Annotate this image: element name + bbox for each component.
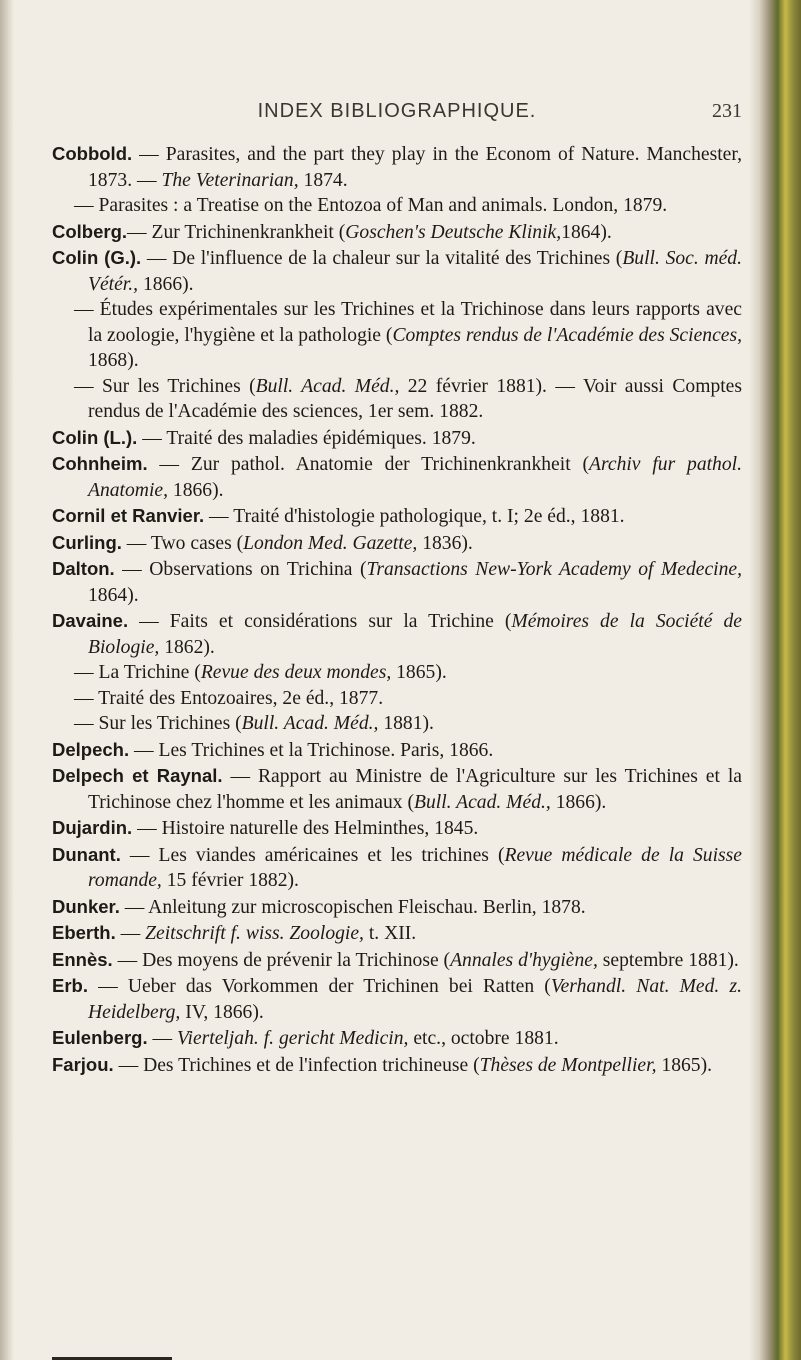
entry-text: — Parasites : a Treatise on the Entozoa of Man and animals. London, 1879. [74, 195, 668, 216]
bibliography-entry [52, 141, 742, 193]
bibliography-entry [52, 973, 742, 1025]
bibliography-entry [52, 530, 742, 557]
bibliography-entry [52, 374, 742, 425]
entry-author: Cohnheim. [52, 453, 148, 474]
page-right-edge-binding [749, 0, 801, 1360]
entry-text-end: 1862). [159, 636, 215, 658]
entry-source-title: Transactions New-York Academy of Medecine, [366, 559, 742, 580]
entry-author: Erb. [52, 975, 88, 996]
bibliography-entry [52, 245, 742, 297]
entry-text-end: IV, 1866). [180, 1001, 264, 1023]
entry-author: Dunant. [52, 843, 121, 865]
bibliography-entry [52, 297, 742, 374]
entry-text-end: t. XII. [363, 923, 417, 944]
entry-text-end: 15 février 1882). [161, 870, 299, 891]
entry-author: Colin (G.). [52, 247, 142, 268]
entry-text-end: 1866). [168, 479, 224, 501]
entry-text-end: 1874. [298, 169, 348, 191]
entry-source-title: Bull. Soc. méd. Vétér., [88, 248, 743, 295]
entry-text: — Ueber das Vorkommen der Trichinen bei Ratten ( [87, 976, 551, 997]
entry-author: Eulenberg. [52, 1027, 148, 1048]
entry-source-title: Revue médicale de la Suisse romande, [88, 844, 742, 891]
entry-text-end: 1836). [417, 532, 473, 554]
entry-text-end: 1866). [550, 791, 607, 813]
bibliography-entry [52, 1052, 742, 1079]
entry-source-title: Zeitschrift f. wiss. Zoologie, [145, 923, 364, 944]
entry-text-end: 1864). [561, 221, 612, 243]
entry-text: — Sur les Trichines ( [74, 713, 242, 734]
entry-text: — Zur pathol. Anatomie der Trichinenkrankheit ( [147, 454, 589, 475]
entry-text: — Faits et considérations sur la Trichine ( [128, 611, 512, 632]
entry-text: — [115, 923, 146, 944]
bibliography-entry [52, 947, 742, 974]
entry-text: — Histoire naturelle des Helminthes, 1845. [132, 818, 479, 839]
bibliography-entry [52, 503, 742, 530]
bibliography-entries [52, 141, 742, 1078]
entry-source-title: Bull. Acad. Méd., [241, 713, 379, 734]
bibliography-entry [52, 219, 742, 246]
entry-text-end: 22 février 1881). — Voir aussi Comptes rendus de l'Académie des sciences, 1er sem. 1882. [88, 375, 743, 422]
entry-text-end: 1866). [138, 273, 194, 295]
entry-text-end: septembre 1881). [597, 949, 739, 971]
entry-author: Davaine. [52, 610, 129, 631]
entry-source-title: Archiv fur pathol. Anatomie, [88, 454, 742, 501]
bibliography-entry [52, 1025, 742, 1052]
bibliography-entry [52, 193, 742, 219]
entry-source-title: Goschen's Deutsche Klinik, [345, 221, 562, 243]
entry-author: Ennès. [52, 948, 113, 970]
entry-source-title: Bull. Acad. Méd., [255, 375, 400, 397]
entry-text: — Rapport au Ministre de l'Agriculture sur les Trichines et la Trichinose chez l'homme et les animaux ( [88, 766, 742, 813]
entry-text: — Zur Trichinenkrankheit ( [127, 221, 346, 243]
entry-text-end: 1865). [391, 662, 447, 683]
entry-text: — Observations on Trichina ( [114, 559, 367, 580]
entry-author: Delpech. [52, 738, 130, 760]
entry-source-title: Bull. Acad. Méd., [414, 791, 551, 813]
entry-source-title: Vierteljah. f. gericht Medicin, [177, 1028, 409, 1049]
bibliography-entry [52, 425, 742, 452]
bibliography-entry [52, 920, 742, 947]
entry-author: Dalton. [52, 558, 115, 579]
entry-source-title: London Med. Gazette, [243, 532, 418, 554]
entry-author: Cornil et Ranvier. [52, 505, 205, 526]
entry-author: Farjou. [52, 1053, 114, 1075]
entry-text: — La Trichine ( [74, 662, 201, 683]
entry-source-title: Verhandl. Nat. Med. z. Heidelberg, [88, 976, 742, 1023]
entry-text-end: 1881). [378, 713, 434, 734]
bibliography-entry [52, 660, 742, 686]
entry-author: Colberg. [52, 220, 128, 242]
entry-text: — De l'influence de la chaleur sur la vitalité des Trichines ( [141, 248, 623, 269]
entry-source-title: Mémoires de la Société de Biologie, [88, 611, 742, 658]
entry-text-end: 1868). [88, 350, 139, 371]
entry-source-title: The Veterinarian, [161, 169, 299, 191]
entry-author: Eberth. [52, 922, 116, 943]
bibliography-entry [52, 451, 742, 503]
entry-text-end: 1864). [88, 584, 139, 606]
entry-text: — Sur les Trichines ( [74, 375, 256, 397]
entry-source-title: Thèses de Montpellier, [479, 1054, 657, 1076]
page-left-edge-shadow [0, 0, 14, 1360]
bibliography-entry [52, 894, 742, 921]
entry-author: Dujardin. [52, 817, 133, 838]
entry-text: — Les Trichines et la Trichinose. Paris, 1866. [129, 739, 494, 761]
entry-text-end: 1865). [656, 1054, 713, 1076]
entry-text: — Traité des Entozoaires, 2e éd., 1877. [74, 687, 384, 709]
page-number: 231 [712, 100, 742, 122]
entry-text: — Les viandes américaines et les trichines ( [120, 844, 505, 866]
entry-text: — Two cases ( [121, 532, 244, 554]
entry-text: — Études expérimentales sur les Trichines et la Trichinose dans leurs rapports avec la zoologie, l'hygiène et la pathologie ( [74, 299, 742, 346]
entry-source-title: Revue des deux mondes, [200, 662, 392, 683]
bibliography-entry [52, 686, 742, 712]
running-title: INDEX BIBLIOGRAPHIQUE. [257, 100, 537, 122]
entry-text: — Parasites, and the part they play in the Econom of Nature. Manchester, 1873. — [88, 144, 742, 191]
entry-author: Delpech et Raynal. [52, 765, 223, 786]
bibliography-entry [52, 737, 742, 764]
entry-text: — Anleitung zur microscopischen Fleischau. Berlin, 1878. [119, 896, 586, 918]
entry-author: Cobbold. [52, 143, 133, 164]
bibliography-entry [52, 711, 742, 737]
page-header [52, 100, 742, 130]
entry-source-title: Comptes rendus de l'Académie des Sciences, [392, 324, 742, 346]
entry-text: — Traité des maladies épidémiques. 1879. [137, 427, 476, 449]
entry-author: Curling. [52, 531, 122, 553]
entry-text-end: etc., octobre 1881. [408, 1028, 559, 1049]
bibliography-entry [52, 763, 742, 815]
bibliography-entry [52, 556, 742, 608]
bibliography-entry [52, 815, 742, 842]
entry-text: — Des Trichines et de l'infection trichineuse ( [113, 1054, 480, 1076]
entry-author: Colin (L.). [52, 426, 138, 448]
entry-source-title: Annales d'hygiène, [450, 949, 598, 971]
bibliography-entry [52, 608, 742, 660]
entry-text: — [147, 1028, 177, 1049]
entry-text: — Traité d'histologie pathologique, t. I; 2e éd., 1881. [204, 506, 625, 527]
entry-text: — Des moyens de prévenir la Trichinose ( [112, 949, 451, 971]
bibliography-entry [52, 842, 742, 894]
entry-author: Dunker. [52, 895, 120, 917]
